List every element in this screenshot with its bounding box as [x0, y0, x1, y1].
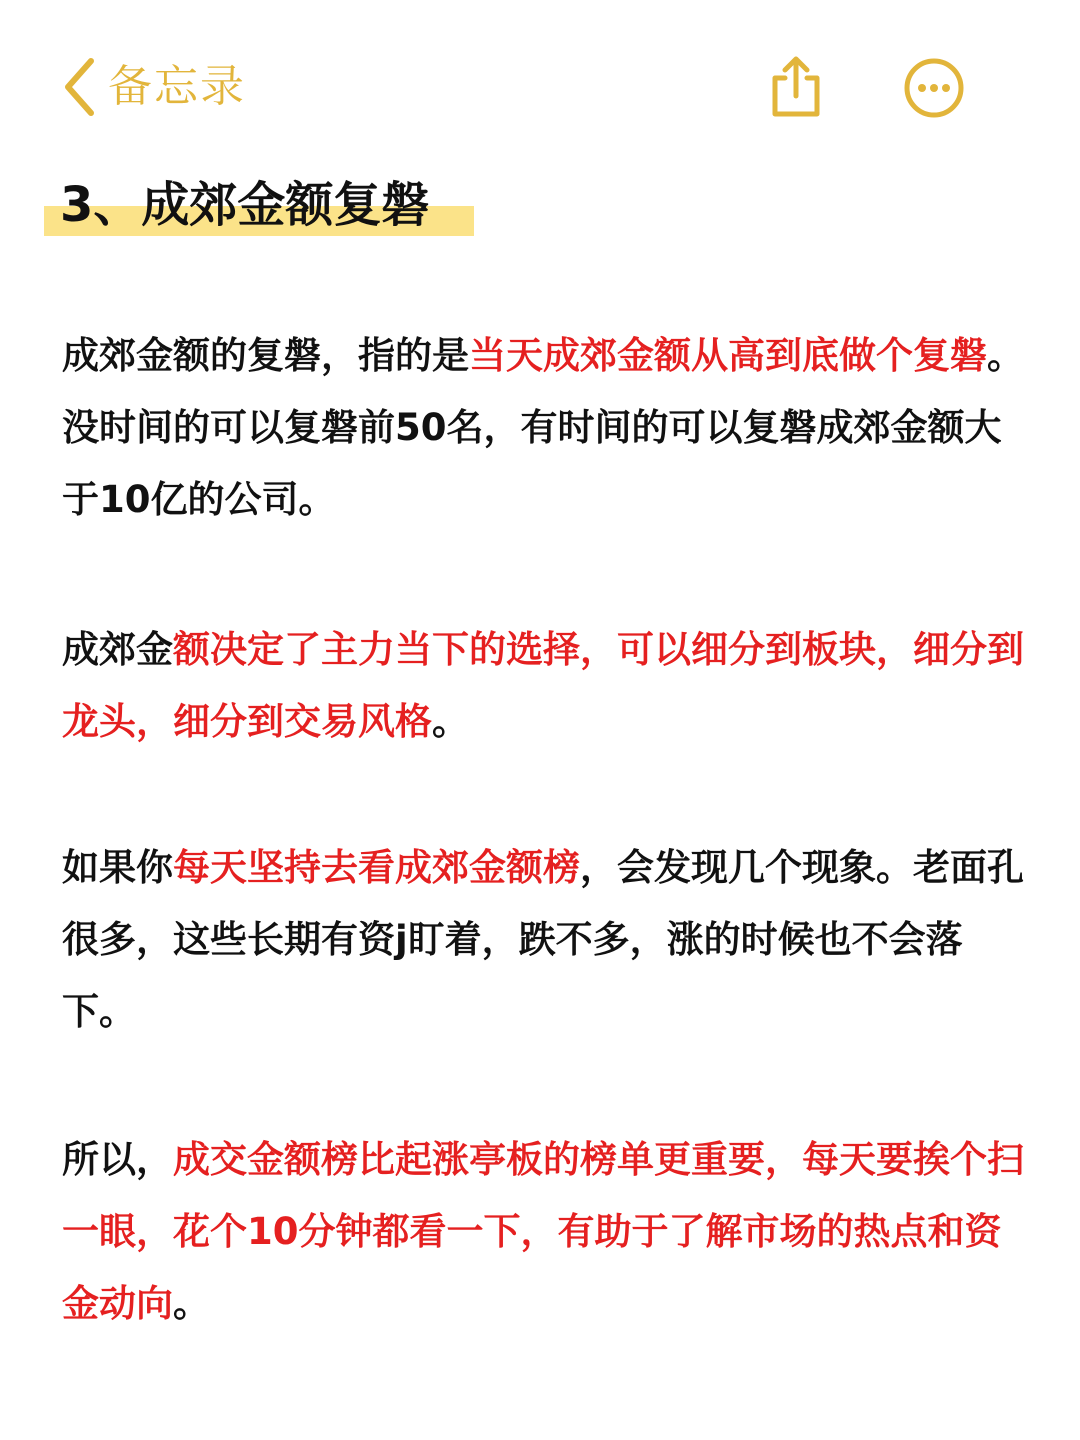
note-heading: 3、成郊金额复磐 — [60, 177, 430, 233]
paragraph-emphasis: 成交金额榜比起涨亭板的榜单更重要，每天要挨个扫一眼，花个10分钟都看一下，有助于了解市场的热点和资金动向 — [62, 1138, 1024, 1325]
paragraph-emphasis: 每天坚持去看成郊金额榜 — [173, 846, 580, 889]
more-icon — [902, 56, 966, 120]
paragraph-text: 。 — [173, 1282, 210, 1325]
paragraph-text: 成郊金 — [62, 628, 173, 671]
share-icon — [768, 54, 824, 118]
note-paragraph-2[interactable] — [62, 614, 1032, 758]
paragraph-text: 所以， — [62, 1138, 173, 1181]
paragraph-text: ，会发现几个现象。老面孔很多，这些长期有资j盯着，跌不多，涨的时候也不会落下。 — [62, 846, 1024, 1033]
note-paragraph-1[interactable] — [62, 320, 1032, 536]
chevron-left-icon — [62, 56, 96, 118]
note-heading-block — [44, 172, 429, 238]
paragraph-text: 成郊金额的复磐，指的是 — [62, 334, 469, 377]
navigation-bar — [0, 0, 1080, 170]
paragraph-text: 如果你 — [62, 846, 173, 889]
paragraph-emphasis: 当天成郊金额从高到底做个复磐 — [469, 334, 987, 377]
note-paragraph-3[interactable] — [62, 832, 1032, 1048]
back-label: 备忘录 — [108, 61, 246, 112]
note-paragraph-4[interactable] — [62, 1124, 1032, 1340]
paragraph-text: 。 — [432, 700, 469, 743]
paragraph-text: 。没时间的可以复磐前50名，有时间的可以复磐成郊金额大于10亿的公司。 — [62, 334, 1024, 521]
paragraph-emphasis: 额决定了主力当下的选择，可以细分到板块，细分到龙头，细分到交易风格 — [62, 628, 1024, 743]
back-button[interactable] — [62, 56, 246, 118]
more-options-button[interactable] — [902, 56, 966, 120]
share-button[interactable] — [768, 54, 824, 118]
